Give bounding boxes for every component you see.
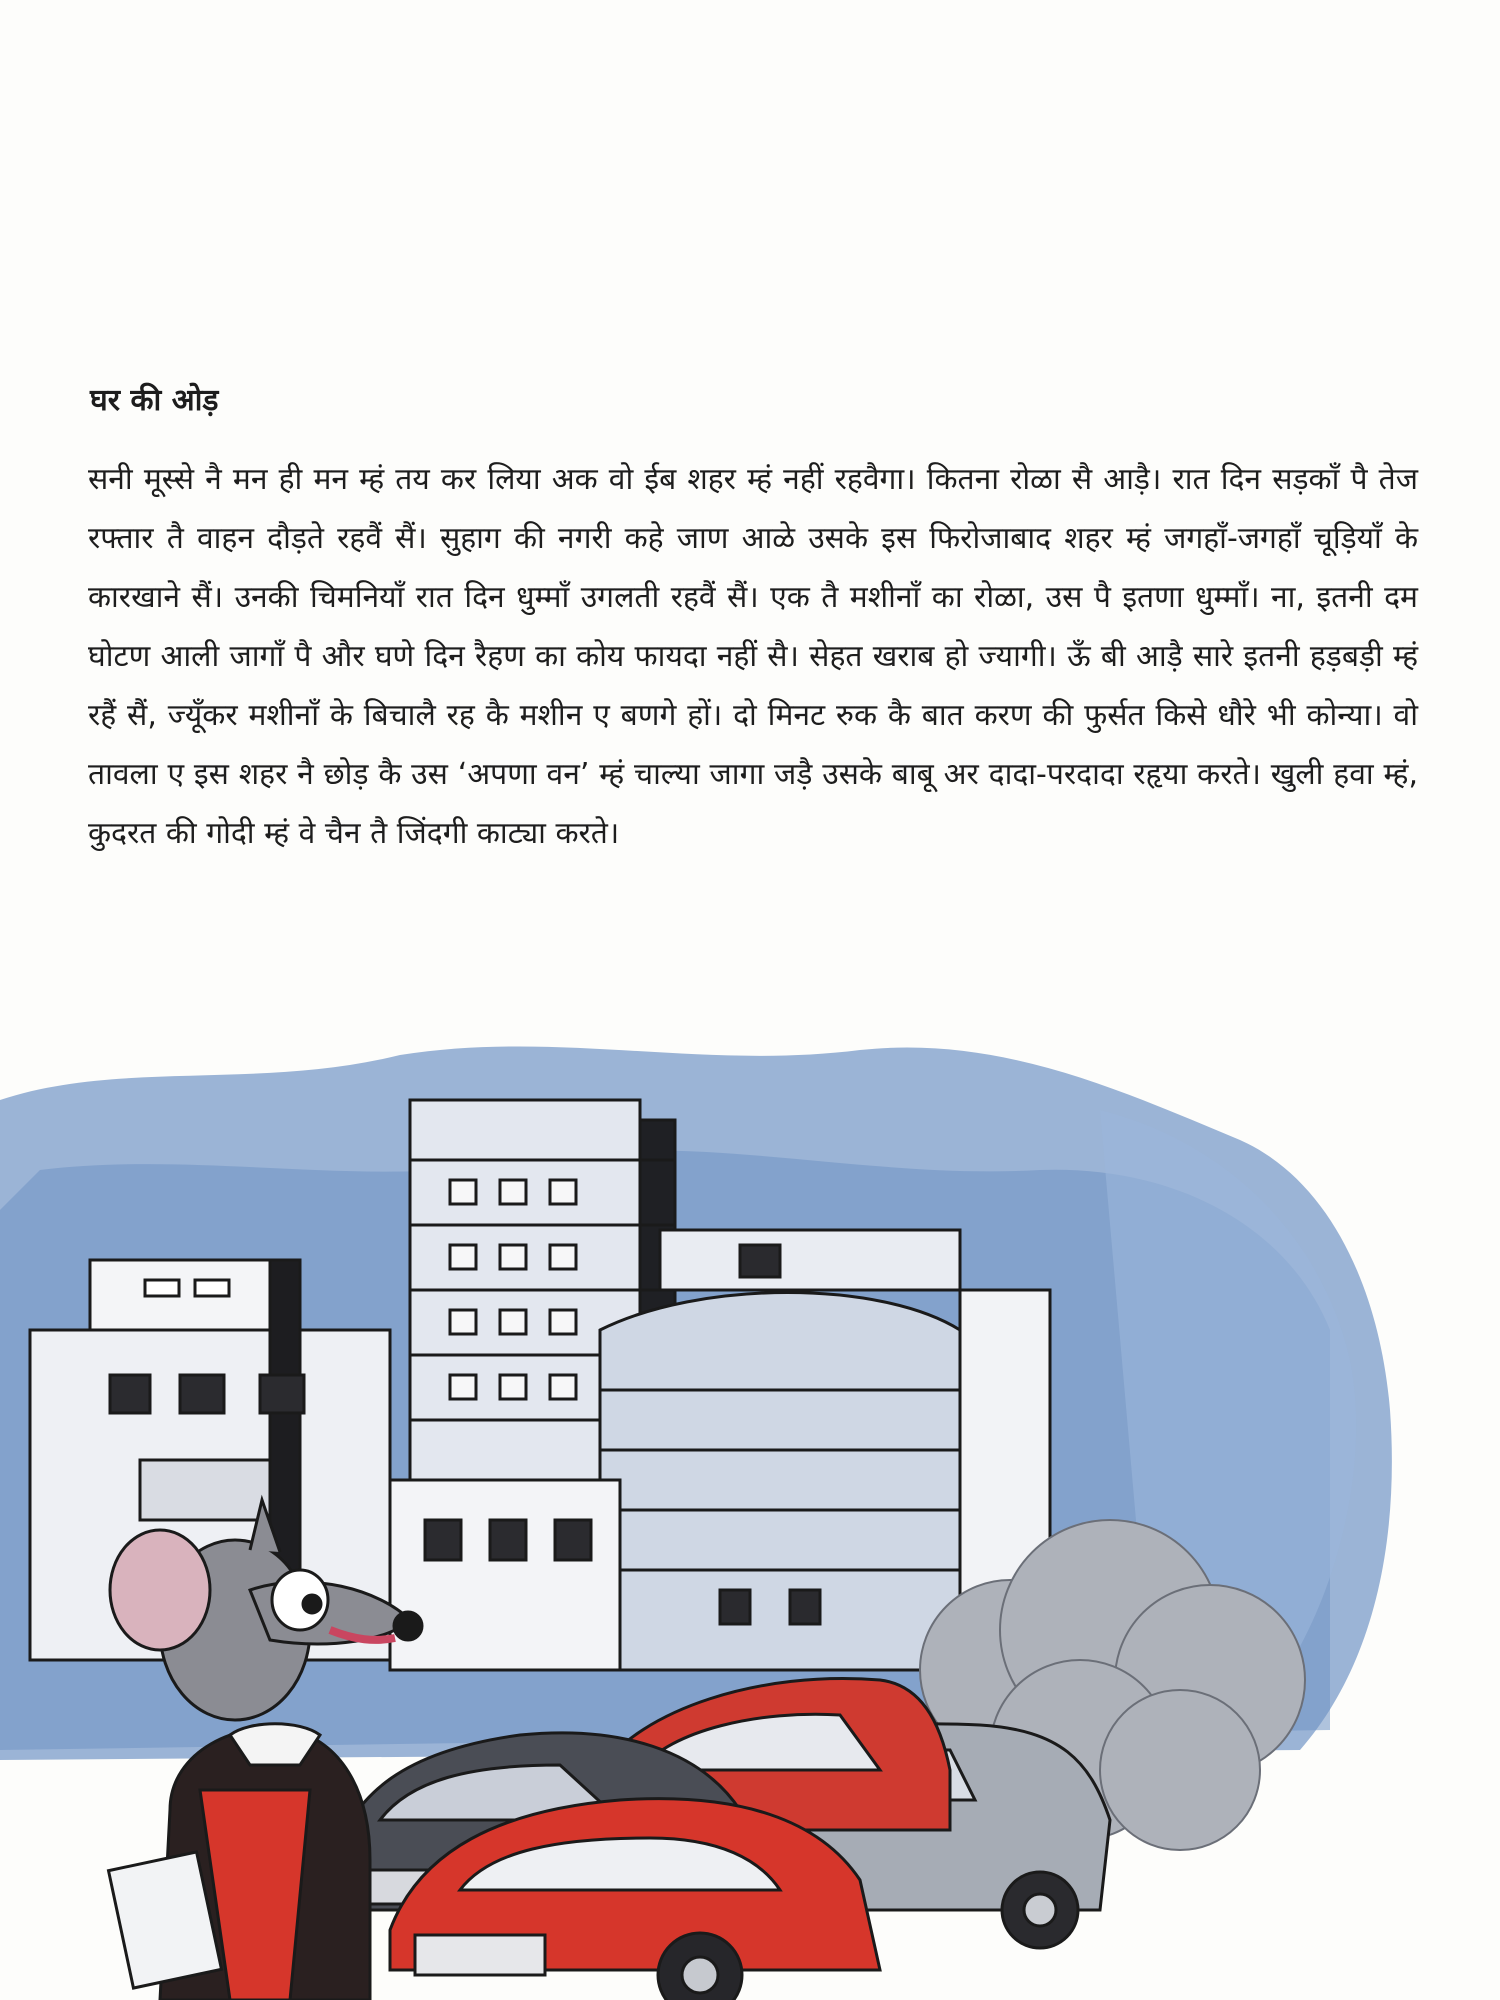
front-block (390, 1480, 620, 1670)
story-paragraph: सनी मूस्से नै मन ही मन म्हं तय कर लिया अक वो ईब शहर म्हं नहीं रहवैगा। कितना रोळा सै आड़ै। रात दिन सड़काँ पै तेज रफ्तार तै वाहन दौड़ते रहवैं सैं। सुहाग की नगरी कहे जाण आळे उसके इस फिरोजाबाद शहर म्हं जगहाँ-जगहाँ चूड़ियाँ के कारखाने सैं। उनकी चिमनियाँ रात दिन धुम्माँ उगलती रहवैं सैं। एक तै मशीनाँ का रोळा, उस पै इतणा धुम्माँ। ना, इतनी दम घोटण आली जागाँ पै और घणे दिन रैहण का कोय फायदा नहीं सै। सेहत खराब हो ज्यागी। ऊँ बी आड़ै सारे इतनी हड़बड़ी म्हं रहैं सैं, ज्यूँकर मशीनाँ के बिचालै रह कै मशीन ए बणगे हों। दो मिनट रुक कै बात करण की फुर्सत किसे धौरे भी कोन्या। वो तावला ए इस शहर नै छोड़ कै उस ‘अपणा वन’ म्हं चाल्या जागा जड़ै उसके बाबू अर दादा-परदादा रहृया करते। खुली हवा म्हं, कुदरत की गोदी म्हं वे चैन तै जिंदगी काट्या करते। (88, 462, 1418, 851)
story-heading: घर की ओड़ (90, 383, 219, 418)
city-mouse-illustration (0, 1030, 1500, 2000)
